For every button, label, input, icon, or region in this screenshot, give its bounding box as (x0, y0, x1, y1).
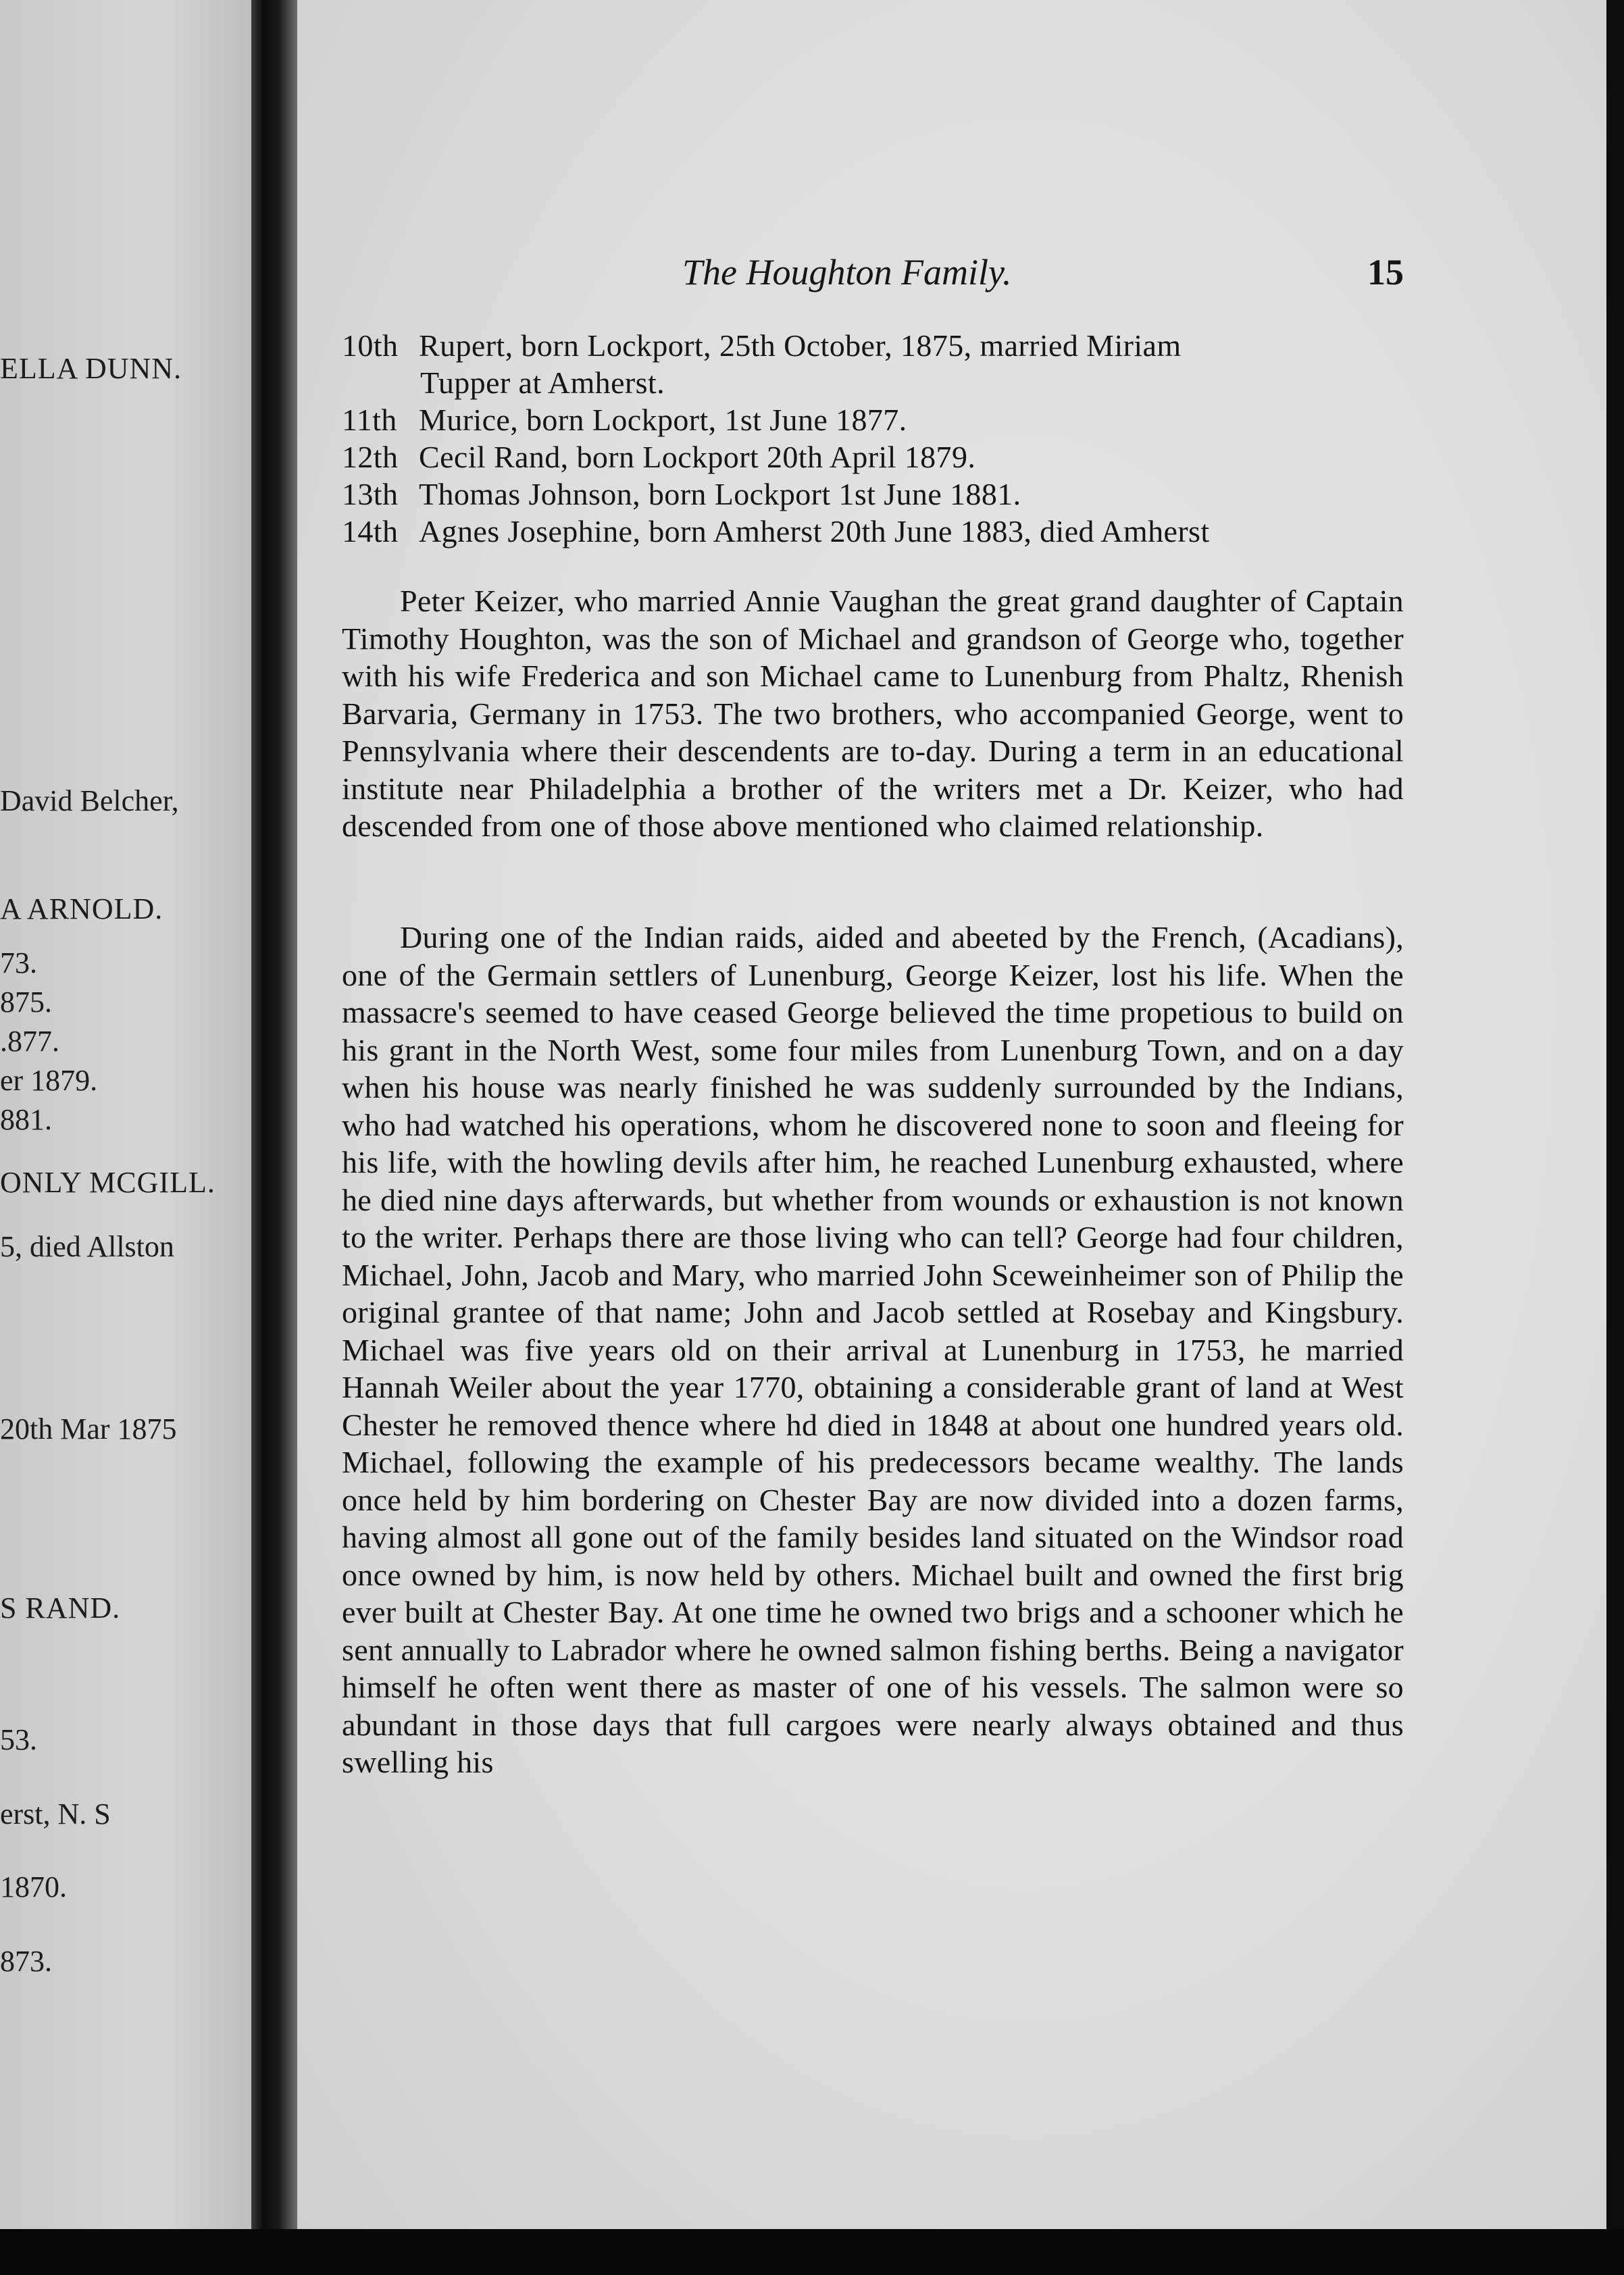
entry-text: Rupert, born Lockport, 25th October, 1875, married Miriam (419, 328, 1182, 363)
child-entry (342, 402, 907, 438)
left-page-fragment: 5, died Allston (0, 1230, 174, 1263)
left-page-fragment: .877. (0, 1025, 59, 1058)
left-page-fragment: er 1879. (0, 1064, 98, 1097)
entry-text: Cecil Rand, born Lockport 20th April 1879. (419, 440, 976, 474)
entry-text: Agnes Josephine, born Amherst 20th June 1883, died Amherst (419, 514, 1210, 548)
entry-ordinal: 14th (342, 514, 399, 548)
child-entry (342, 328, 1182, 363)
left-page-fragment: 881. (0, 1103, 52, 1136)
entry-text: Murice, born Lockport, 1st June 1877. (419, 403, 907, 437)
paragraph-text: During one of the Indian raids, aided and abeeted by the French, (Acadians), one of the Germain settlers of Lunenburg, George Keizer, lost his life. When the massacre's seemed to have ceased George believed the time propetious to build on his grant in the North West, some four miles from Lunenburg Town, and on a day when his house was nearly finished he was suddenly surrounded by the Indians, who had watched his operations, whom he discovered none to soon and fleeing for his life, with the howling devils after him, he reached Lunenburg exhausted, where he died nine days afterwards, but whether from wounds or exhaustion is not known to the writer. Perhaps there are those living who can tell? George had four children, Michael, John, Jacob and Mary, who married John Sceweinheimer son of Philip the original grantee of that name; John and Jacob settled at Rosebay and Kingsbury. Michael was five years old on their arrival at Lunenburg in 1753, he married Hannah Weiler about the year 1770, obtaining a considerable grant of land at West Chester he removed thence where hd died in 1848 at about one hundred years old. Michael, following the example of his predecessors became wealthy. The lands once held by him bordering on Chester Bay are now divided into a dozen farms, having almost all gone out of the family besides land situated on the Windsor road once owned by him, is now held by others. Michael built and owned the first brig ever built at Chester Bay. At one time he owned two brigs and a schooner which he sent annually to Labrador where he owned salmon fishing berths. Being a navigator himself he often went there as master of one of his vessels. The salmon were so abundant in those days that full cargoes were nearly always obtained and thus swelling his (342, 920, 1404, 1779)
running-header: The Houghton Family. (682, 252, 1012, 292)
left-page-fragment: 73. (0, 946, 37, 979)
page-edge-right (1606, 0, 1624, 2275)
page-edge-bottom (0, 2229, 1624, 2275)
left-page-fragment: 1870. (0, 1870, 67, 1903)
child-entry (342, 513, 1210, 549)
child-entry (342, 439, 975, 475)
body-paragraph (342, 582, 1404, 845)
page-number: 15 (1367, 252, 1404, 292)
left-page-fragment: 20th Mar 1875 (0, 1412, 177, 1446)
paragraph-text: Peter Keizer, who married Annie Vaughan the great grand daughter of Captain Timothy Houghton, was the son of Michael and grandson of George who, together with his wife Frederica and son Michael came to Lunenburg from Phaltz, Rhenish Barvaria, Germany in 1753. The two brothers, who accompanied George, went to Pennsylvania where their descendents are to-day. During a term in an educational institute near Philadelphia a brother of the writers met a Dr. Keizer, who had descended from one of those above mentioned who claimed relationship. (342, 584, 1404, 843)
entry-ordinal: 13th (342, 477, 399, 511)
left-page-fragment: 875. (0, 986, 52, 1019)
previous-page-margin (0, 0, 257, 2275)
child-entry (342, 476, 1021, 512)
entry-ordinal: 10th (342, 328, 399, 363)
child-entry-continuation: Tupper at Amherst. (420, 365, 665, 400)
body-paragraph (342, 919, 1404, 1781)
entry-ordinal: 11th (342, 403, 397, 437)
left-page-fragment: ELLA DUNN. (0, 352, 182, 385)
left-page-fragment: 873. (0, 1945, 52, 1978)
left-page-fragment: ONLY MCGILL. (0, 1166, 215, 1199)
entry-text: Thomas Johnson, born Lockport 1st June 1881. (419, 477, 1021, 511)
left-page-fragment: 53. (0, 1723, 37, 1756)
left-page-fragment: erst, N. S (0, 1797, 111, 1831)
left-page-fragment: S RAND. (0, 1591, 121, 1625)
left-page-fragment: A ARNOLD. (0, 892, 163, 925)
entry-ordinal: 12th (342, 440, 399, 474)
left-page-fragment: David Belcher, (0, 784, 179, 817)
